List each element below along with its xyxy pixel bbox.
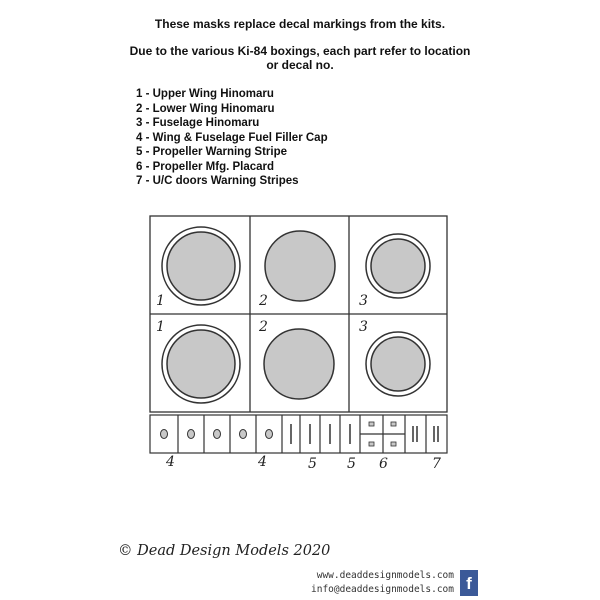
upper-wing-hinomaru-disc-2 [167, 330, 235, 398]
grid-label-r1c1: 1 [156, 293, 165, 309]
fuselage-hinomaru-disc [371, 239, 425, 293]
fuel-cap-mask-3 [214, 430, 221, 439]
grid-label-r2c2: 2 [259, 319, 268, 335]
legend-item-7: 7 - U/C doors Warning Stripes [136, 175, 299, 187]
legend-item-6: 6 - Propeller Mfg. Placard [136, 160, 275, 173]
fuselage-hinomaru-disc-2 [371, 337, 425, 391]
placard-mask-2 [391, 422, 396, 426]
facebook-icon[interactable]: f [460, 570, 478, 596]
legend-item-4: 4 - Wing & Fuselage Fuel Filler Cap [136, 131, 328, 144]
email-link[interactable]: info@deaddesignmodels.com [311, 584, 454, 595]
strip-label-5a: 5 [308, 456, 317, 472]
fuel-cap-mask-4 [240, 430, 247, 439]
strip-label-5b: 5 [347, 456, 356, 472]
strip-label-7: 7 [432, 456, 441, 472]
grid-label-r1c2: 2 [259, 293, 268, 309]
fuel-cap-mask-5 [266, 430, 273, 439]
grid-label-r1c3: 3 [359, 293, 368, 309]
legend-item-5: 5 - Propeller Warning Stripe [136, 146, 288, 158]
legend-item-1: 1 - Upper Wing Hinomaru [136, 88, 274, 100]
lower-wing-hinomaru-disc [265, 231, 335, 301]
intro-line-2a: Due to the various Ki-84 boxings, each part refer to location [129, 44, 471, 58]
lower-wing-hinomaru-disc-2 [264, 329, 334, 399]
website-link[interactable]: www.deaddesignmodels.com [316, 570, 454, 581]
strip-label-6: 6 [379, 456, 388, 472]
legend-item-3: 3 - Fuselage Hinomaru [136, 117, 260, 129]
placard-mask-1 [369, 422, 374, 426]
fuel-cap-mask-1 [161, 430, 168, 439]
fuel-cap-mask-2 [188, 430, 195, 439]
strip-label-4a: 4 [166, 454, 175, 470]
intro-line-1: These masks replace decal markings from the kits. [154, 17, 446, 31]
grid-label-r2c1: 1 [156, 319, 165, 335]
intro-line-2b: or decal no. [266, 58, 334, 72]
grid-label-r2c3: 3 [359, 319, 368, 335]
copyright-text: © Dead Design Models 2020 [118, 543, 331, 559]
legend-item-2: 2 - Lower Wing Hinomaru [136, 102, 275, 115]
placard-mask-4 [391, 442, 396, 446]
placard-mask-3 [369, 442, 374, 446]
upper-wing-hinomaru-disc [167, 232, 235, 300]
strip-label-4b: 4 [258, 454, 267, 470]
